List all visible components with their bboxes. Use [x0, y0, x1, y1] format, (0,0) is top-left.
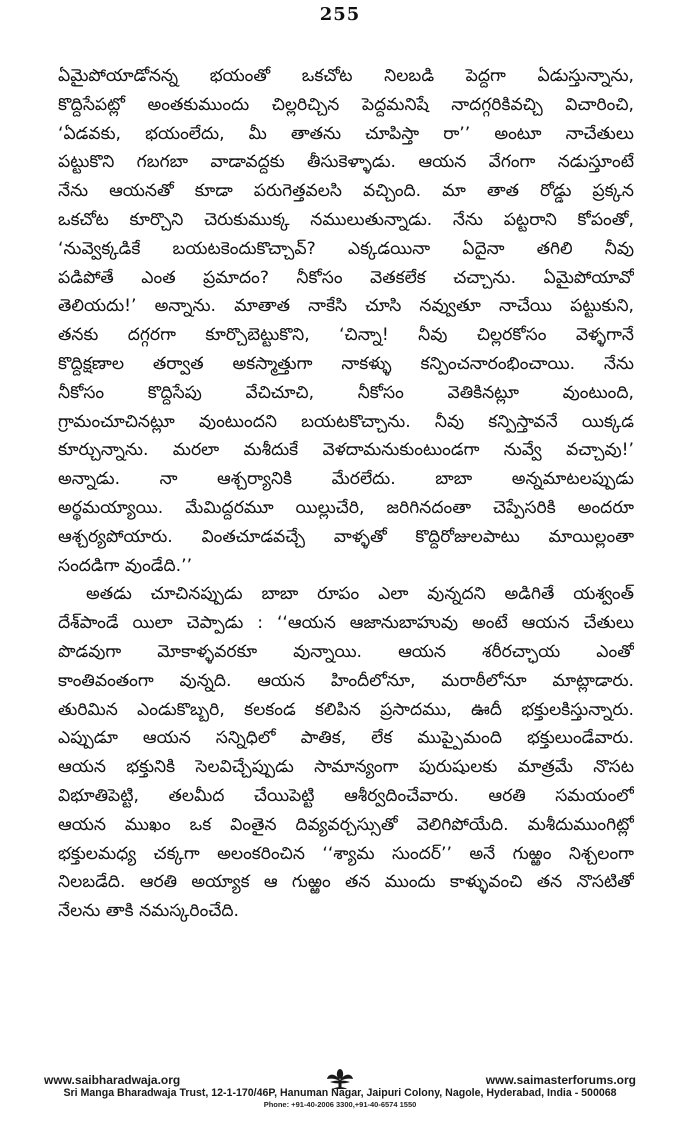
text-line: ఆయన ముఖం ఒక వింతైన దివ్యవర్చస్సుతో వెలిగిపోయేది. మశీదుముంగిట్లో: [58, 814, 634, 835]
text-line: దేశ్‌పాండే యిలా చెప్పాడు : ‘‘ఆయన ఆజానుబాహువు అంటే ఆయన చేతులు: [58, 613, 634, 634]
page-number: 255: [319, 4, 361, 25]
text-line: పట్టుకొని గబగబా వాడావద్దకు తీసుకెళ్ళాడు. ఆయన వేగంగా నడుస్తూంటే: [58, 152, 634, 173]
text-line: భక్తులమధ్య చక్కగా అలంకరించిన ‘‘శ్యామ సుందర్’’ అనే గుఱ్ఱం నిశ్చలంగా: [58, 843, 634, 864]
text-line: గ్రామంచూచినట్లూ వుంటుందని బయటకొచ్చాను. నీవు కన్పిస్తావనే యిక్కడ: [58, 411, 634, 432]
page-footer: [0, 1068, 680, 1122]
text-line: ఆయన భక్తునికి సెలవిచ్చేప్పుడు సామాన్యంగా పురుషులకు మాత్రమే నొసట: [58, 757, 634, 778]
text-line: తెలియదు!’ అన్నాను. మాతాత నాకేసి చూసి నవ్వుతూ నాచేయి పట్టుకుని,: [58, 296, 634, 317]
text-line: కొద్దిసేపట్లో అంతకుముందు చిల్లరిచ్చిన పెద్దమనిషే నాదగ్గరికివచ్చి విచారించి,: [58, 94, 634, 115]
website-link-left[interactable]: www.saibharadwaja.org: [44, 1073, 181, 1087]
text-line: కొద్దిక్షణాల తర్వాత అకస్మాత్తుగా నాకళ్ళు కన్పించనారంభించాయి. నేను: [58, 353, 634, 374]
text-line: ఎప్పుడూ ఆయన సన్నిధిలో పాతిక, లేక ముప్పైమంది భక్తులుండేవారు.: [58, 728, 634, 749]
text-line: ఒకచోట కూర్చొని చెరుకుముక్క నములుతున్నాడు. నేను పట్టరాని కోపంతో,: [58, 209, 634, 230]
text-line: ‘నువ్వెక్కడికే బయటకెందుకొచ్చావ్? ఎక్కడయినా ఏదైనా తగిలి నీవు: [58, 238, 634, 259]
body-text: [58, 62, 634, 926]
text-line: నీకోసం కొద్దిసేపు వేచిచూచి, నీకోసం వెతికినట్లూ వుంటుంది,: [58, 382, 634, 403]
text-line: సందడిగా వుండేది.’’: [58, 555, 193, 576]
text-line: నేను ఆయనతో కూడా పరుగెత్తవలసి వచ్చింది. మా తాత రోడ్డు ప్రక్కన: [58, 181, 634, 202]
text-line: విభూతిపెట్టి, తలమీద చేయిపెట్టి ఆశీర్వదించేవారు. ఆరతి సమయంలో: [58, 785, 634, 806]
text-line: నేలను తాకి నమస్కరించేది.: [58, 901, 239, 922]
text-line: కూర్చున్నాను. మరలా మశీదుకే వెళదామనుకుంటుండగా నువ్వే వచ్చావు!’: [58, 440, 634, 461]
website-link-right[interactable]: www.saimasterforums.org: [485, 1073, 636, 1087]
paragraph-start-line: అతడు చూచినప్పుడు బాబా రూపం ఎలా వున్నదని అడిగితే యశ్వంత్: [86, 584, 634, 605]
text-line: నిలబడేది. ఆరతి అయ్యాక ఆ గుఱ్ఱం తన ముందు కాళ్ళువంచి తన నొసటితో: [58, 872, 634, 893]
text-line: ‘ఏడవకు, భయంలేదు, మీ తాతను చూపిస్తా రా’’ అంటూ నాచేతులు: [58, 123, 634, 144]
publisher-address: Sri Manga Bharadwaja Trust, 12-1-170/46P, Hanuman Nagar, Jaipuri Colony, Nagole, Hyderabad, India - 500068: [63, 1087, 617, 1099]
text-line: కాంతివంతంగా వున్నది. ఆయన హిందీలోనూ, మరాఠీలోనూ మాట్లాడారు.: [58, 670, 634, 691]
text-line: ఆశ్చర్యపోయారు. వింతచూడవచ్చే వాళ్ళతో కొద్దిరోజులపాటు మాయిల్లంతా: [58, 526, 634, 547]
text-line: పొడవుగా మోకాళ్ళవరకూ వున్నాయి. ఆయన శరీరచ్ఛాయ ఎంతో: [58, 641, 634, 662]
text-line: తనకు దగ్గరగా కూర్చొబెట్టుకొని, ‘చిన్నా! నీవు చిల్లరకోసం వెళ్ళగానే: [58, 325, 634, 346]
text-line: తురిమిన ఎండుకొబ్బరి, కలకండ కలిపిన ప్రసాదము, ఊదీ భక్తులకిస్తున్నారు.: [58, 699, 634, 720]
text-line: పడిపోతే ఎంత ప్రమాదం? నీకోసం వెతకలేక చచ్చాను. ఏమైపోయావో: [58, 267, 634, 288]
text-line: అన్నాడు. నా ఆశ్చర్యానికి మేరలేదు. బాబా అన్నమాటలప్పుడు: [58, 469, 634, 490]
text-line: ఏమైపోయాడోనన్న భయంతో ఒకచోట నిలబడి పెద్దగా ఏడుస్తున్నాను,: [58, 66, 634, 86]
text-line: అర్థమయ్యాయి. మేమిద్దరమూ యిల్లుచేరి, జరిగినదంతా చెప్పేసరికి అందరూ: [58, 497, 634, 518]
publisher-phone: Phone: +91-40-2006 3300,+91-40-6574 1550: [263, 1100, 417, 1109]
